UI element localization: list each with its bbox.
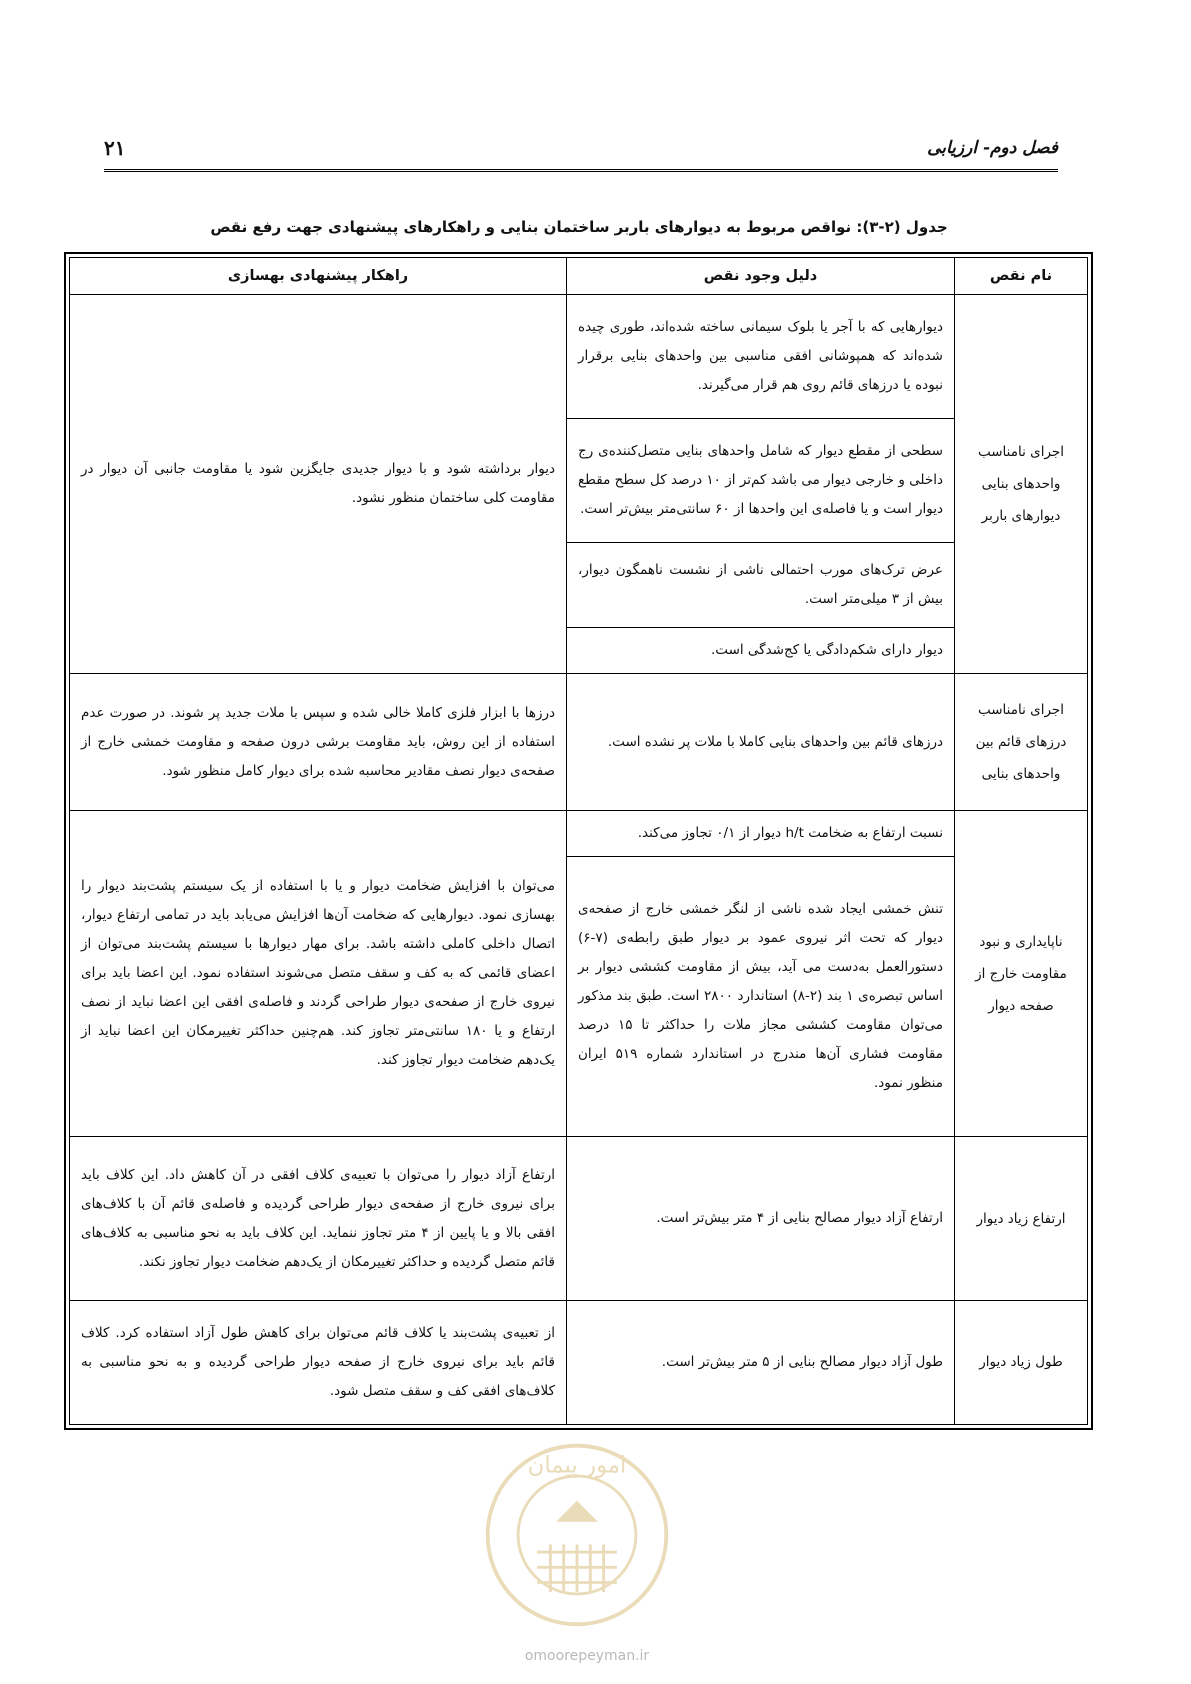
defect-reason: طول آزاد دیوار مصالح بنایی از ۵ متر بیش‌تر است. (567, 1300, 955, 1424)
defect-reason: نسبت ارتفاع به ضخامت h/t دیوار از ۰/۱ تجاوز می‌کند. (567, 810, 955, 856)
retrofit-solution: ارتفاع آزاد دیوار را می‌توان با تعبیه‌ی کلاف افقی در آن کاهش داد. این کلاف باید برای نیروی خارج از صفحه‌ی دیوار طراحی گردیده و فاصله‌ی قائم آن با کلاف‌های افقی بالا و یا پایین از ۴ متر تجاوز ننماید. این کلاف باید به نحو مناسبی به کلاف‌های قائم متصل گردیده و حداکثر تغییرمکان از یک‌دهم ضخامت دیوار تجاوز نکند. (70, 1137, 567, 1300)
watermark-site: omoorepeyman.ir (524, 1648, 650, 1664)
table-header-row (70, 258, 1088, 295)
defect-reason: تنش خمشی ایجاد شده ناشی از لنگر خمشی خارج از صفحه‌ی دیوار که تحت اثر نیروی عمود بر دیوار طبق رابطه‌ی (۷-۶) دستورالعمل به‌دست می آید، بیش از مقاومت کششی دیوار بر اساس تبصره‌ی ۱ بند (۲-۸) استاندارد ۲۸۰۰ است. طبق بند مذکور می‌توان مقاومت کششی مجاز ملات را حداکثر تا ۱۵ درصد مقاومت فشاری آن‌ها مندرج در استاندارد شماره ۵۱۹ ایران منظور نمود. (567, 856, 955, 1137)
header-defect-name: نام نقص (955, 258, 1088, 295)
table-row (70, 674, 1088, 810)
defect-reason: عرض ترک‌های مورب احتمالی ناشی از نشست ناهمگون دیوار، بیش از ۳ میلی‌متر است. (567, 543, 955, 628)
seal-text: امور پیمان (527, 1452, 627, 1479)
table-caption: جدول (۲-۳): نواقص مربوط به دیوارهای باربر ساختمان بنایی و راهکارهای پیشنهادی جهت رفع نقص (210, 218, 948, 236)
defect-reason: سطحی از مقطع دیوار که شامل واحدهای بنایی متصل‌کننده‌ی رج داخلی و خارجی دیوار می باشد کم‌تر از ۱۰ درصد کل سطح مقطع دیوار است و یا فاصله‌ی این واحدها از ۶۰ سانتی‌متر بیش‌تر است. (567, 419, 955, 543)
defect-name: اجرای نامناسب واحدهای بنایی دیوارهای باربر (955, 295, 1088, 674)
header-retrofit-solution: راهکار پیشنهادی بهسازی (70, 258, 567, 295)
defect-name: طول زیاد دیوار (955, 1300, 1088, 1424)
header-rule (104, 169, 1058, 172)
defect-reason: دیوارهایی که با آجر یا بلوک سیمانی ساخته شده‌اند، طوری چیده شده‌اند که همپوشانی افقی مناسبی بین واحدهای بنایی برقرار نبوده یا درزهای قائم روی هم قرار می‌گیرند. (567, 295, 955, 419)
retrofit-solution: دیوار برداشته شود و با دیوار جدیدی جایگزین شود یا مقاومت جانبی آن دیوار در مقاومت کلی ساختمان منظور نشود. (70, 295, 567, 674)
table-row (70, 1137, 1088, 1300)
page-header (104, 128, 1058, 172)
table-row (70, 1300, 1088, 1424)
defect-reason: دیوار دارای شکم‌دادگی یا کج‌شدگی است. (567, 628, 955, 674)
page-number: ۲۱ (104, 136, 126, 160)
retrofit-solution: از تعبیه‌ی پشت‌بند یا کلاف قائم می‌توان برای کاهش طول آزاد استفاده کرد. کلاف قائم باید برای نیروی خارج از صفحه دیوار طراحی گردیده و به نحو مناسبی به کلاف‌های افقی کف و سقف متصل شود. (70, 1300, 567, 1424)
defect-reason: ارتفاع آزاد دیوار مصالح بنایی از ۴ متر بیش‌تر است. (567, 1137, 955, 1300)
table-row (70, 295, 1088, 419)
retrofit-solution: می‌توان با افزایش ضخامت دیوار و یا با استفاده از یک سیستم پشت‌بند دیوار را بهسازی نمود. دیوارهایی که ضخامت آن‌ها افزایش می‌یابد باید در تمامی ارتفاع دیوار، اتصال داخلی کاملی داشته باشد. برای مهار دیوارها با سیستم پشت‌بند می‌توان از اعضای قائمی که به کف و سقف متصل می‌شوند استفاده نمود. این اعضا باید برای نیروی خارج از صفحه‌ی دیوار طراحی گردند و فاصله‌ی افقی این اعضا نباید از نصف ارتفاع و یا ۱۸۰ سانتی‌متر تجاوز کند. هم‌چنین حداکثر تغییرمکان این اعضا نباید از یک‌دهم ضخامت دیوار تجاوز کند. (70, 810, 567, 1137)
defect-name: اجرای نامناسب درزهای قائم بین واحدهای بنایی (955, 674, 1088, 810)
defects-table (69, 257, 1088, 1425)
watermark-seal-icon (482, 1440, 672, 1630)
retrofit-solution: درزها با ابزار فلزی کاملا خالی شده و سپس با ملات جدید پر شوند. در صورت عدم استفاده از این روش، باید مقاومت برشی درون صفحه و مقاومت خمشی خارج از صفحه‌ی دیوار نصف مقادیر محاسبه شده برای دیوار کامل منظور شود. (70, 674, 567, 810)
defect-reason: درزهای قائم بین واحدهای بنایی کاملا با ملات پر نشده است. (567, 674, 955, 810)
defect-name: ناپایداری و نبود مقاومت خارج از صفحه دیوار (955, 810, 1088, 1137)
table-row (70, 810, 1088, 856)
header-defect-reason: دلیل وجود نقص (567, 258, 955, 295)
defects-table-frame (64, 252, 1093, 1430)
defect-name: ارتفاع زیاد دیوار (955, 1137, 1088, 1300)
chapter-title: فصل دوم- ارزیابی (927, 138, 1058, 158)
